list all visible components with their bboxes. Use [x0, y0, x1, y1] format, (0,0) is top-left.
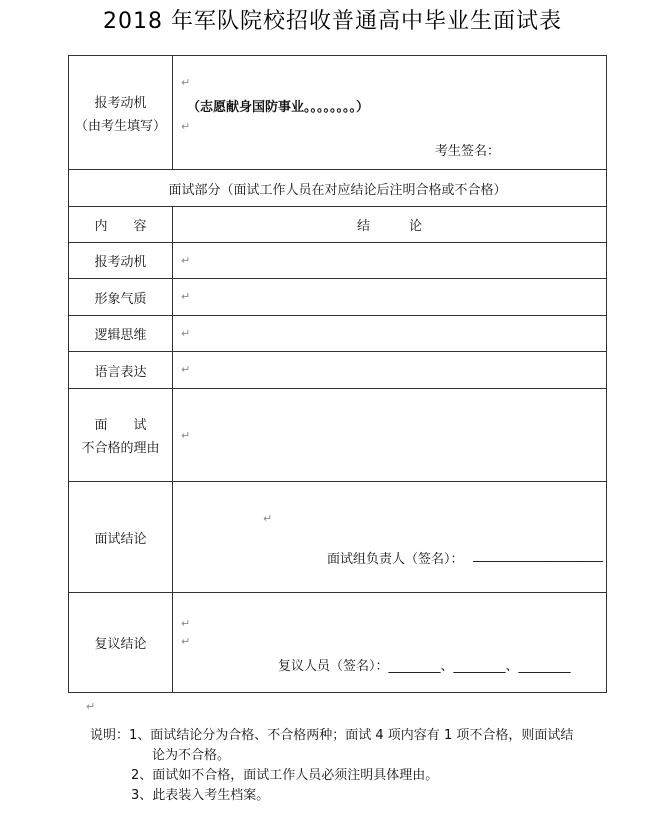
fail-reason-content-cell[interactable]	[173, 389, 607, 482]
aspiration-text: （志愿献身国防事业。。。。。。。。）	[187, 100, 370, 115]
reviewer-separator: 、	[440, 659, 454, 674]
row-label: 语言表达	[69, 352, 173, 389]
motive-row	[69, 56, 607, 170]
reviewer-blank-2[interactable]: ________	[453, 659, 506, 674]
interview-conclusion-content-cell[interactable]	[173, 482, 607, 593]
fail-reason-row	[69, 389, 607, 482]
content-column-header: 内 容	[69, 207, 173, 243]
paragraph-mark: ↵	[181, 120, 191, 133]
note-line-1: 说明：1、面试结论分为合格、不合格两种；面试 4 项内容有 1 项不合格，则面试结	[90, 728, 574, 743]
reviewer-separator: 、	[505, 659, 519, 674]
section-header-row	[69, 170, 607, 207]
interview-conclusion-row	[69, 482, 607, 593]
interview-section-header: 面试部分（面试工作人员在对应结论后注明合格或不合格）	[69, 170, 607, 207]
review-conclusion-content-cell[interactable]	[173, 593, 607, 693]
conclusion-cell[interactable]	[173, 279, 607, 316]
paragraph-mark: ↵	[181, 617, 191, 630]
paragraph-mark: ↵	[181, 327, 191, 340]
motive-label-cell	[69, 56, 173, 170]
row-label: 形象气质	[69, 279, 173, 316]
paragraph-mark: ↵	[181, 254, 191, 267]
fail-reason-line2: 不合格的理由	[81, 441, 160, 456]
conclusion-column-header: 结 论	[173, 207, 607, 243]
reviewers-line	[278, 655, 571, 674]
conclusion-cell[interactable]	[173, 352, 607, 389]
review-conclusion-row	[69, 593, 607, 693]
interview-form-table	[68, 55, 607, 693]
reviewers-label: 复议人员（签名）：	[278, 659, 389, 674]
motive-label-line1: 报考动机	[94, 95, 147, 111]
row-label: 报考动机	[69, 243, 173, 279]
note-line-3: 3、此表装入考生档案。	[131, 788, 270, 803]
table-row	[69, 316, 607, 352]
reviewer-blank-1[interactable]: ________	[388, 659, 441, 674]
note-line-1-continued: 论为不合格。	[152, 748, 231, 763]
table-row	[69, 279, 607, 316]
interview-signer-blank[interactable]: ____________________	[473, 548, 603, 563]
interview-signer-label: 面试组负责人（签名）：	[327, 552, 464, 567]
reviewer-blank-3[interactable]: ________	[518, 659, 571, 674]
interview-conclusion-label: 面试结论	[69, 482, 173, 593]
candidate-signature-label: 考生签名：	[435, 144, 501, 159]
row-label: 逻辑思维	[69, 316, 173, 352]
review-conclusion-label: 复议结论	[69, 593, 173, 693]
paragraph-mark: ↵	[181, 76, 191, 89]
fail-reason-line1: 面 试	[94, 418, 147, 433]
table-row	[69, 243, 607, 279]
motive-content-cell[interactable]	[173, 56, 607, 170]
conclusion-cell[interactable]	[173, 243, 607, 279]
paragraph-mark: ↵	[86, 700, 96, 713]
page-title: 2018 年军队院校招收普通高中毕业生面试表	[103, 9, 562, 34]
note-line-2: 2、面试如不合格，面试工作人员必须注明具体理由。	[131, 768, 439, 783]
paragraph-mark: ↵	[181, 363, 191, 376]
paragraph-mark: ↵	[181, 635, 191, 648]
conclusion-cell[interactable]	[173, 316, 607, 352]
notes-block	[90, 726, 573, 806]
paragraph-mark: ↵	[181, 429, 191, 442]
fail-reason-label-cell	[69, 389, 173, 482]
column-header-row	[69, 207, 607, 243]
paragraph-mark: ↵	[263, 512, 273, 525]
motive-label-line2: （由考生填写）	[74, 118, 166, 134]
table-row	[69, 352, 607, 389]
paragraph-mark: ↵	[181, 290, 191, 303]
